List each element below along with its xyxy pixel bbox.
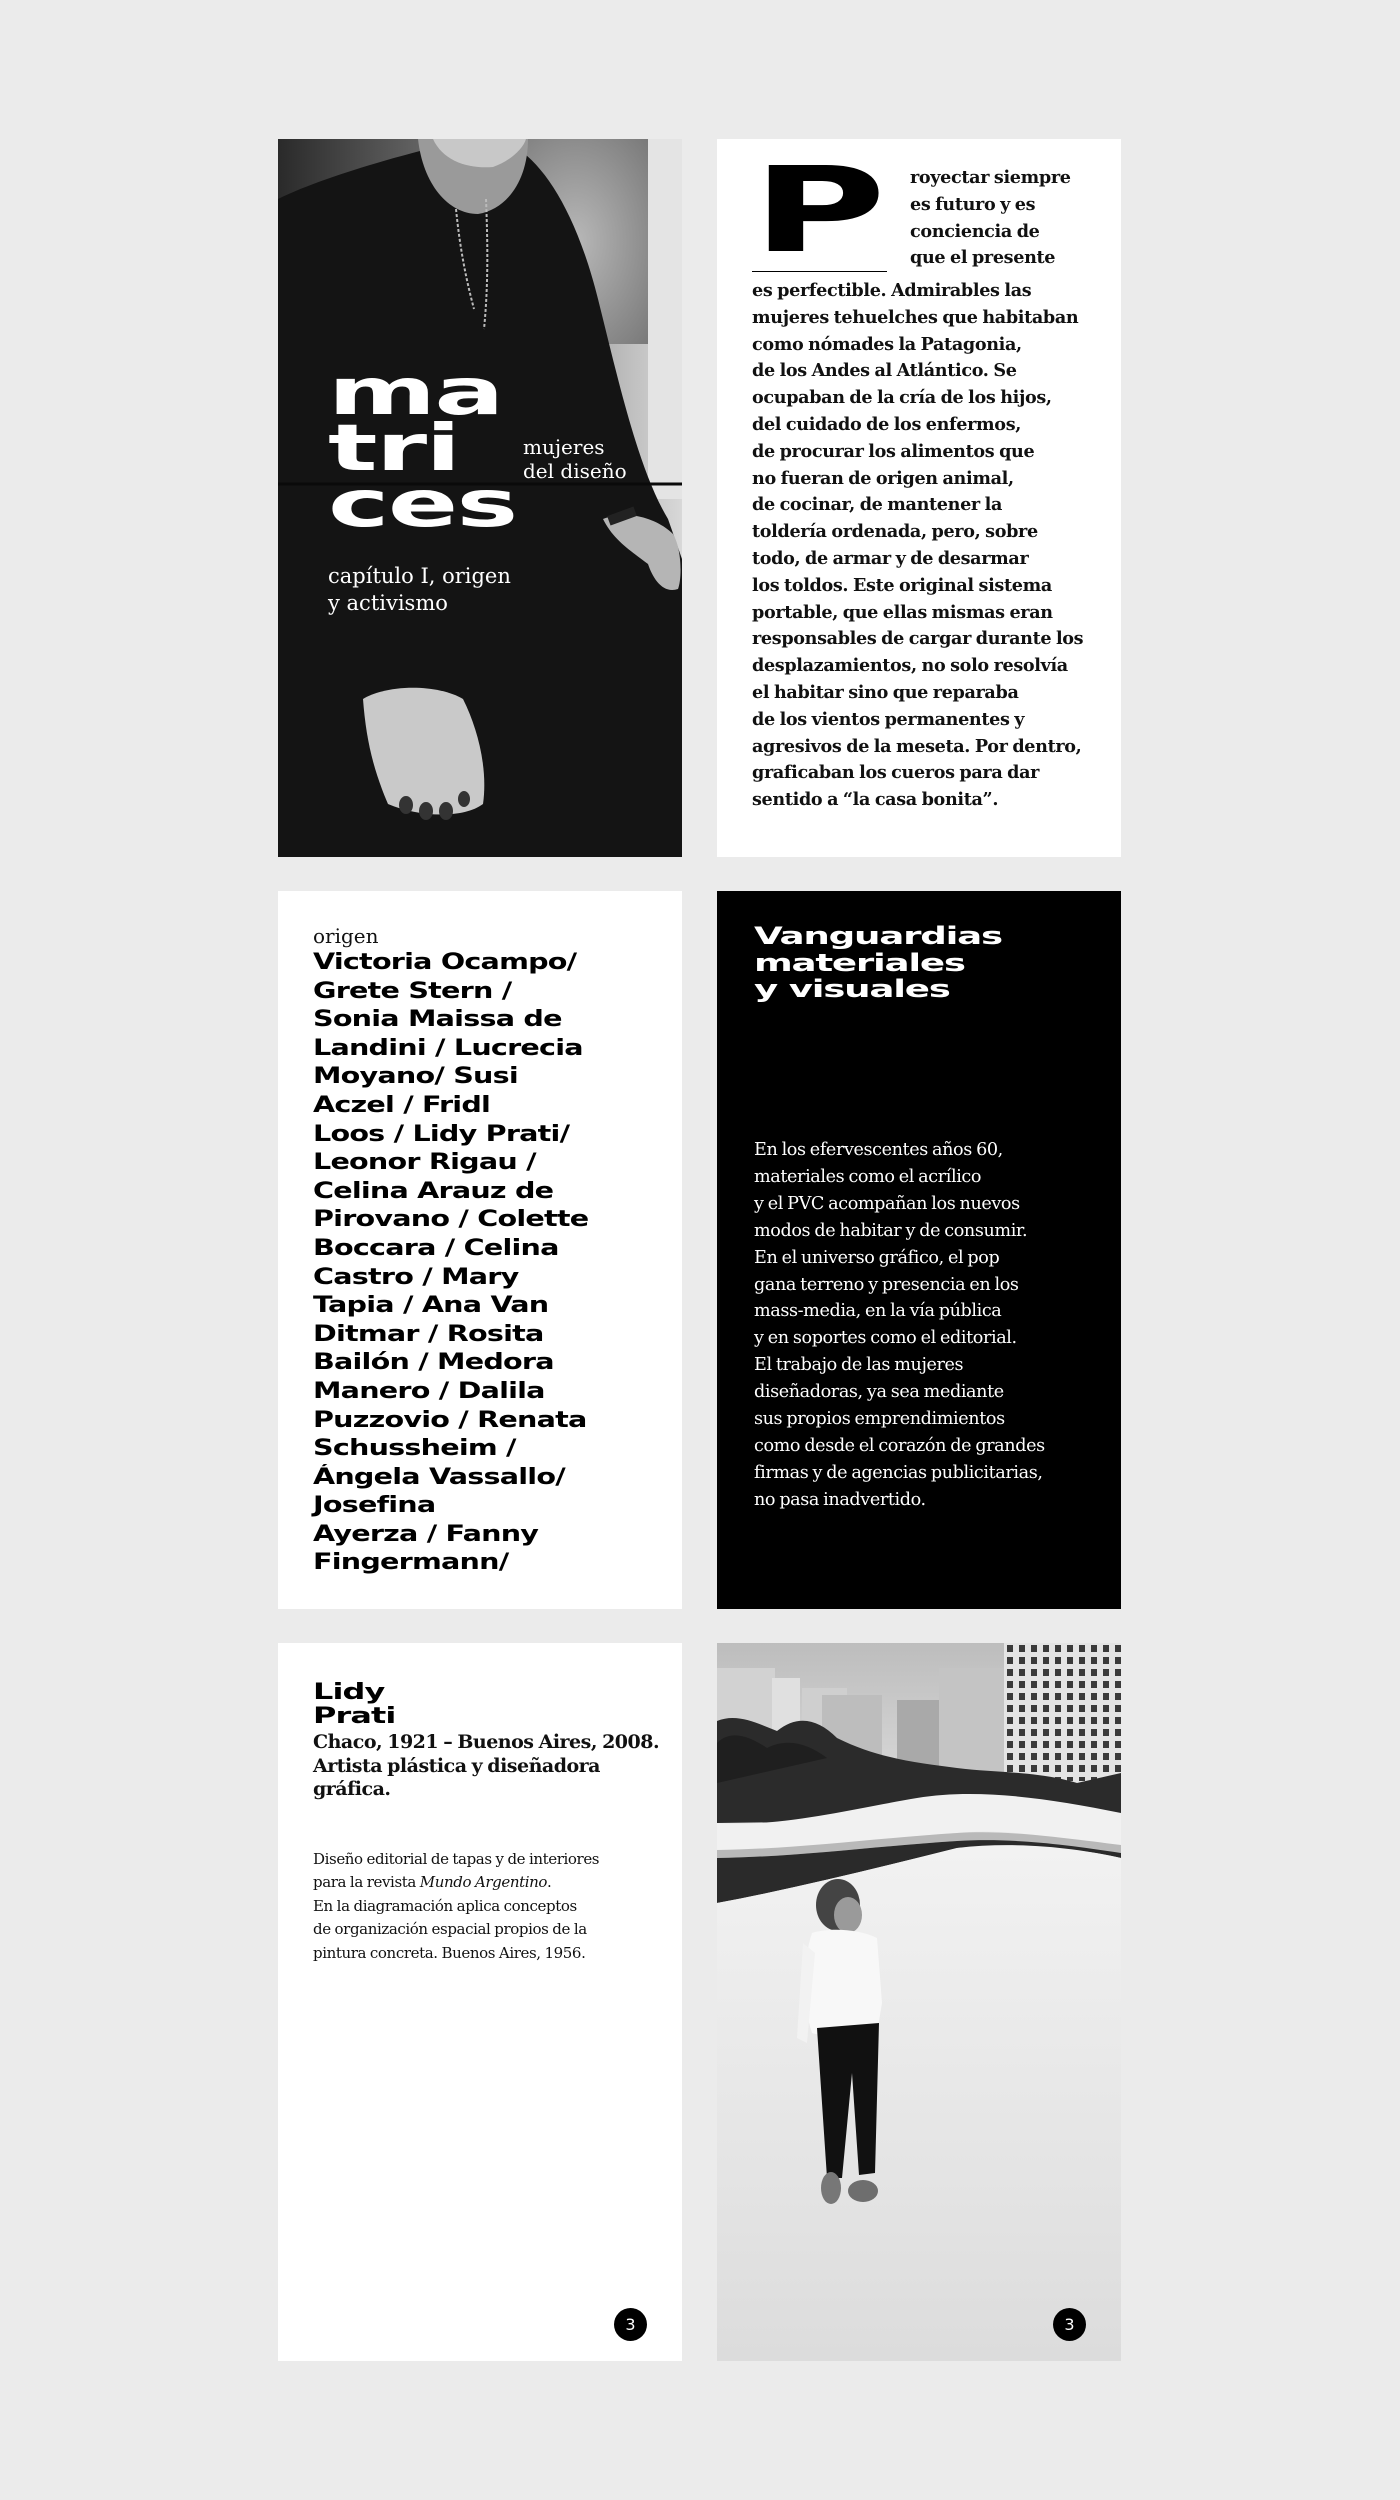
bio-desc-line: Diseño editorial de tapas y de interiores xyxy=(313,1850,600,1868)
intro-line: de procurar los alimentos que xyxy=(752,440,1035,462)
cover-title-line: ma xyxy=(328,356,503,430)
vanguardias-line: y en soportes como el editorial. xyxy=(754,1328,1017,1349)
bio-desc-line: de organización espacial propios de la xyxy=(313,1920,587,1939)
vanguardias-line: no pasa inadvertido. xyxy=(754,1489,926,1510)
names-line: Landini / Lucrecia xyxy=(313,1035,583,1061)
cover-subtitle-line: mujeres xyxy=(523,435,605,459)
rooftop-photo xyxy=(717,1643,1121,2361)
vanguardias-title xyxy=(754,922,1002,1003)
intro-line: es futuro y es xyxy=(910,193,1036,215)
vanguardias-line: El trabajo de las mujeres xyxy=(754,1355,964,1376)
names-line: Ayerza / Fanny xyxy=(313,1521,539,1547)
intro-line: el habitar sino que reparaba xyxy=(752,681,1019,703)
intro-line: sentido a “la casa bonita”. xyxy=(752,789,999,811)
vanguardias-body xyxy=(754,1137,1104,1514)
bio-dates-line: Artista plástica y diseñadora xyxy=(313,1754,600,1777)
vanguardias-line: diseñadoras, ya sea mediante xyxy=(754,1382,1004,1403)
intro-line: graficaban los cueros para dar xyxy=(752,762,1040,784)
names-line: Aczel / Fridl xyxy=(313,1092,491,1118)
vanguardias-line: En el universo gráfico, el pop xyxy=(754,1247,1000,1268)
vanguardias-panel xyxy=(717,891,1121,1609)
photo-panel xyxy=(717,1643,1121,2361)
bio-panel xyxy=(278,1643,682,2361)
drop-cap-letter: P xyxy=(752,141,887,279)
vanguardias-line: sus propios emprendimientos xyxy=(754,1409,1005,1430)
bio-dates-line: Chaco, 1921 – Buenos Aires, 2008. xyxy=(313,1731,660,1753)
bio-name-line: Lidy xyxy=(313,1680,385,1705)
intro-line: responsables de cargar durante los xyxy=(752,628,1084,650)
vanguardias-title-line: Vanguardias xyxy=(754,922,1002,950)
intro-line: de cocinar, de mantener la xyxy=(752,494,1003,516)
names-list xyxy=(313,949,662,1578)
cover-subtitle-line: del diseño xyxy=(523,459,627,483)
cover-title-line: ces xyxy=(328,468,517,542)
cover-panel xyxy=(278,139,682,857)
names-line: Boccara / Celina xyxy=(313,1235,559,1261)
cover-chapter-line: capítulo I, origen xyxy=(328,564,511,588)
names-line: Ángela Vassallo/ xyxy=(313,1464,565,1490)
intro-line: de los vientos permanentes y xyxy=(752,708,1025,730)
intro-panel xyxy=(717,139,1121,857)
names-line: Fingermann/ xyxy=(313,1550,509,1576)
bio-dates xyxy=(313,1731,673,1802)
bio-desc-line xyxy=(313,1871,673,1894)
names-line: Bailón / Medora xyxy=(313,1350,554,1376)
page-number-badge: 3 xyxy=(1053,2308,1086,2341)
bio-desc-text: . xyxy=(547,1873,552,1892)
intro-line: ocupaban de la cría de los hijos, xyxy=(752,387,1052,409)
bio-name-line: Prati xyxy=(313,1704,396,1729)
names-line: Schussheim / xyxy=(313,1436,516,1462)
intro-line: todo, de armar y de desarmar xyxy=(752,547,1029,569)
names-line: Josefina xyxy=(313,1493,436,1519)
bio-description xyxy=(313,1848,673,1965)
intro-line: del cuidado de los enfermos, xyxy=(752,413,1022,435)
intro-line: portable, que ellas mismas eran xyxy=(752,601,1053,623)
intro-line: no fueran de origen animal, xyxy=(752,467,1014,489)
intro-line: es perfectible. Admirables las xyxy=(752,280,1032,301)
names-line: Tapia / Ana Van xyxy=(313,1293,549,1319)
vanguardias-line: gana terreno y presencia en los xyxy=(754,1274,1019,1295)
intro-line: mujeres tehuelches que habitaban xyxy=(752,306,1079,328)
vanguardias-line: como desde el corazón de grandes xyxy=(754,1435,1045,1456)
intro-text xyxy=(717,139,1121,814)
drop-cap-rule xyxy=(752,271,887,272)
intro-line: de los Andes al Atlántico. Se xyxy=(752,360,1017,382)
names-line: Grete Stern / xyxy=(313,978,512,1004)
cover-title-line: tri xyxy=(328,412,460,486)
names-line: Sonia Maissa de xyxy=(313,1007,562,1033)
vanguardias-line: y el PVC acompañan los nuevos xyxy=(754,1193,1020,1214)
cover-subtitle xyxy=(523,435,627,483)
intro-line: como nómades la Patagonia, xyxy=(752,333,1022,355)
names-line: Leonor Rigau / xyxy=(313,1150,536,1176)
bio-desc-line: En la diagramación aplica conceptos xyxy=(313,1896,577,1915)
intro-line: desplazamientos, no solo resolvía xyxy=(752,655,1068,677)
page-number-badge: 3 xyxy=(614,2308,647,2341)
intro-line: toldería ordenada, pero, sobre xyxy=(752,521,1038,543)
bio-desc-line: pintura concreta. Buenos Aires, 1956. xyxy=(313,1943,586,1962)
vanguardias-line: firmas y de agencias publicitarias, xyxy=(754,1462,1043,1483)
names-line: Ditmar / Rosita xyxy=(313,1321,544,1347)
cover-chapter xyxy=(328,563,511,617)
names-line: Celina Arauz de xyxy=(313,1178,554,1204)
intro-line: conciencia de xyxy=(910,220,1040,242)
vanguardias-title-line: y visuales xyxy=(754,975,950,1003)
intro-line: agresivos de la meseta. Por dentro, xyxy=(752,735,1082,757)
cover-title xyxy=(328,356,517,542)
names-label: origen xyxy=(313,924,379,948)
drop-cap xyxy=(752,141,887,279)
vanguardias-line: materiales como el acrílico xyxy=(754,1166,982,1187)
names-line: Pirovano / Colette xyxy=(313,1207,589,1233)
names-line: Moyano/ Susi xyxy=(313,1064,518,1090)
bio-name xyxy=(313,1680,396,1729)
vanguardias-line: En los efervescentes años 60, xyxy=(754,1140,1003,1160)
names-panel xyxy=(278,891,682,1609)
intro-line: royectar siempre xyxy=(910,167,1071,188)
magazine-title: Mundo Argentino xyxy=(419,1873,548,1892)
bio-dates-line: gráfica. xyxy=(313,1778,391,1800)
names-line: Manero / Dalila xyxy=(313,1378,545,1404)
names-line: Victoria Ocampo/ xyxy=(313,950,577,975)
vanguardias-title-line: materiales xyxy=(754,948,965,977)
vanguardias-line: modos de habitar y de consumir. xyxy=(754,1220,1028,1241)
intro-line: los toldos. Este original sistema xyxy=(752,574,1052,596)
names-line: Puzzovio / Renata xyxy=(313,1407,587,1433)
bio-desc-text: para la revista xyxy=(313,1873,420,1892)
vanguardias-line: mass-media, en la vía pública xyxy=(754,1301,1002,1322)
names-line: Castro / Mary xyxy=(313,1264,519,1290)
cover-chapter-line: y activismo xyxy=(328,591,448,615)
intro-line: que el presente xyxy=(910,247,1056,269)
names-line: Loos / Lidy Prati/ xyxy=(313,1121,570,1147)
